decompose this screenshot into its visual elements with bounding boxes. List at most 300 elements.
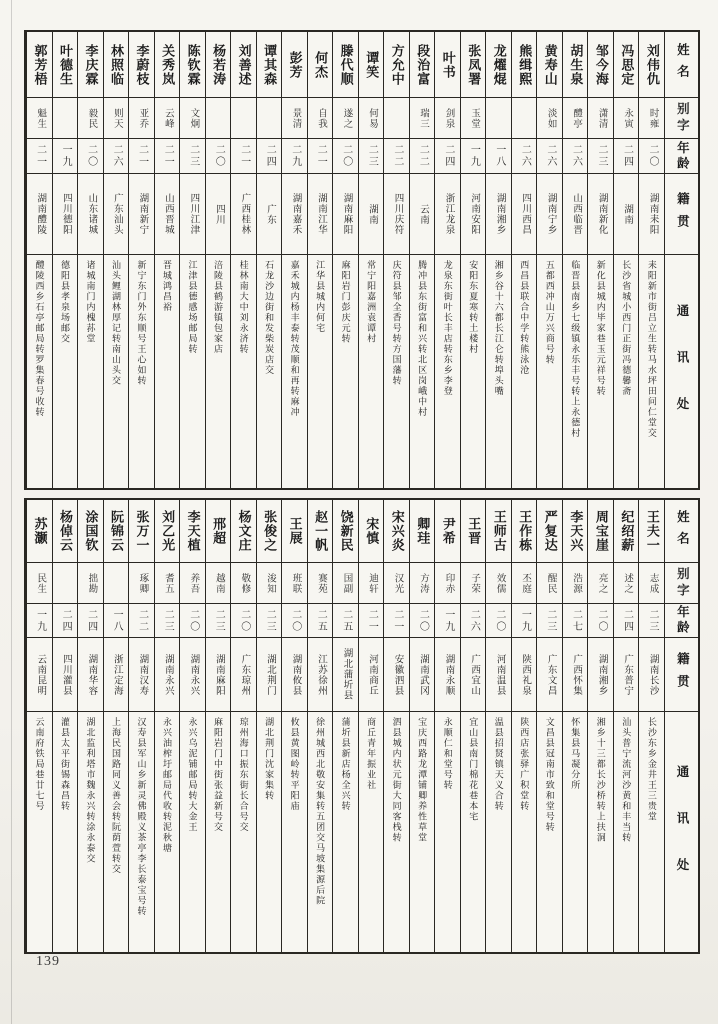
entry-age: 二一 [136,144,148,168]
entry-name: 杨倬云 [58,510,73,552]
entry-native-place-cell [614,638,639,712]
entry-contact-address: 新宁东门外东顺号王心如转 [136,260,147,386]
entry-courtesy-name: 丕庭 [520,572,531,594]
entry-age-cell [78,139,103,174]
entry-native-place-cell [78,638,103,712]
entry-name-cell [206,32,231,98]
entry-contact-address-cell [206,255,231,488]
directory-entry-column [77,32,103,488]
entry-contact-address: 永顺仁和堂号转 [442,717,453,791]
entry-age-cell [27,604,52,638]
entry-age: 二〇 [85,144,97,168]
entry-contact-address: 汉寿县军山乡新灵佛殿义茶亭李长泰宝号转 [136,717,147,917]
entry-native-place-cell [359,174,384,255]
header-column [664,500,698,952]
entry-contact-address: 龙泉东街叶长丰店转东乡李登 [442,260,453,397]
entry-age: 二〇 [493,608,505,633]
header-contact-label: 通讯处 [674,304,689,444]
entry-native-place-cell [104,638,129,712]
entry-native-place-cell [512,174,537,255]
entry-age: 二一 [238,144,250,168]
entry-name: 方允中 [389,43,405,86]
entry-name: 关秀岚 [160,43,176,86]
entry-age-cell [537,139,562,174]
entry-courtesy-name-cell [104,563,129,604]
entry-name-cell [563,32,588,98]
entry-native-place-cell [563,174,588,255]
directory-entry-column [562,32,588,488]
directory-entry-column [230,32,256,488]
header-contact-cell [665,255,698,488]
entry-native-place: 湖北荆门 [264,653,275,696]
entry-name: 饶新民 [338,510,354,552]
entry-contact-address: 五都西冲山万兴商号转 [544,260,555,365]
header-name-cell [665,32,698,98]
entry-name: 王作栋 [517,510,533,552]
entry-name: 刘乙光 [160,510,176,552]
entry-courtesy-name: 养吾 [188,572,199,594]
entry-name: 李蔚枝 [134,43,150,86]
entry-courtesy-name-cell [180,98,205,139]
entry-contact-address-cell [78,712,103,952]
entry-courtesy-name-cell [537,98,562,139]
entry-contact-address: 汕头鲤湖林厚记转南山头交 [110,260,121,386]
entry-courtesy-name-cell [129,563,154,604]
entry-age-cell [410,139,435,174]
entry-native-place-cell [206,174,231,255]
entry-contact-address: 湖北荆门沈家集转 [264,717,275,801]
entry-name: 宋慎 [364,517,380,545]
entry-courtesy-name-cell [104,98,129,139]
entry-name: 张俊之 [262,510,278,552]
entry-native-place: 广东 [264,203,275,225]
entry-age-cell [461,139,486,174]
entry-native-place-cell [333,174,358,255]
directory-entry-column [52,32,78,488]
entry-contact-address-cell [206,712,231,952]
directory-entry-column [281,500,307,952]
entry-courtesy-name-cell [588,98,613,139]
entry-native-place: 湖南新化 [596,193,607,235]
entry-courtesy-name-cell [563,98,588,139]
entry-contact-address-cell [257,712,282,952]
entry-courtesy-name-cell [53,563,78,604]
entry-name: 叶书 [440,50,456,79]
entry-name: 张万一 [134,510,150,552]
entry-age-cell [512,139,537,174]
entry-age-cell [410,604,435,638]
entry-native-place-cell [563,638,588,712]
entry-age-cell [180,139,205,174]
directory-entry-column [179,32,205,488]
entry-age: 二〇 [417,608,429,633]
entry-native-place: 山西临晋 [571,193,582,235]
directory-entry-column [77,500,103,952]
entry-name-cell [359,32,384,98]
entry-age-cell [614,139,639,174]
entry-contact-address-cell [257,255,282,488]
entry-name-cell [359,500,384,563]
entry-name-cell [588,500,613,563]
entry-courtesy-name: 敬修 [239,572,250,594]
entry-native-place-cell [155,174,180,255]
entry-contact-address: 宜山县南门棉花巷本宅 [468,717,479,822]
entry-name: 严复达 [542,510,558,552]
entry-age: 二〇 [289,608,301,633]
entry-native-place-cell [155,638,180,712]
entry-age: 二三 [366,144,378,168]
entry-contact-address-cell [333,712,358,952]
entry-native-place: 山东诸城 [86,193,97,235]
directory-entry-column [511,500,537,952]
entry-native-place-cell [410,174,435,255]
entry-courtesy-name: 浚知 [264,572,275,594]
entry-age: 二六 [111,144,123,168]
entry-name: 段治富 [415,43,431,86]
entry-contact-address-cell [27,255,52,488]
entry-courtesy-name: 赛苑 [315,572,326,594]
entry-courtesy-name-cell [588,563,613,604]
entry-name: 卿珪 [415,517,431,545]
entry-courtesy-name: 耆五 [162,572,173,594]
entry-courtesy-name: 醴亭 [571,107,582,129]
directory-entry-column [307,32,333,488]
entry-contact-address-cell [129,712,154,952]
directory-entry-column [638,500,664,952]
entry-native-place: 江苏徐州 [315,653,326,696]
entry-native-place: 浙江龙泉 [443,193,454,235]
entry-native-place-cell [206,638,231,712]
entry-age: 一九 [34,608,46,633]
entry-courtesy-name: 亚乔 [137,107,148,129]
entry-age: 一八 [111,608,123,633]
entry-name-cell [27,500,52,563]
entry-courtesy-name: 述之 [622,572,633,594]
entry-contact-address-cell [53,255,78,488]
entry-age-cell [104,604,129,638]
directory-entry-column [103,500,129,952]
entry-age-cell [257,139,282,174]
entry-courtesy-name-cell [486,98,511,139]
directory-entry-column [485,500,511,952]
entry-age: 二三 [646,608,658,633]
entry-name-cell [486,500,511,563]
header-name-cell [665,500,698,563]
entry-contact-address-cell [537,255,562,488]
entry-age: 二一 [315,144,327,168]
entry-contact-address-cell [410,712,435,952]
directory-entry-column [179,500,205,952]
entry-name-cell [257,32,282,98]
entry-courtesy-name-cell [231,98,256,139]
entry-native-place: 河南安阳 [469,193,480,235]
entry-native-place-cell [486,638,511,712]
entry-contact-address-cell [104,712,129,952]
header-native-place-label: 籍贯 [675,191,690,237]
entry-name: 尹希 [440,517,456,545]
entry-name-cell [461,32,486,98]
entry-contact-address: 蒲圻县新店杨全兴转 [340,717,351,812]
entry-contact-address-cell [308,255,333,488]
entry-age: 一九 [60,144,72,168]
entry-name: 王展 [287,517,303,545]
entry-age: 二〇 [340,144,352,168]
entry-contact-address: 攸县黄图岭转平阳庙 [289,717,300,812]
entry-contact-address: 庆符县邹全香号转方国藩转 [391,260,402,386]
entry-age-cell [512,604,537,638]
entry-contact-address: 德阳县孝泉场邮交 [59,260,70,344]
entry-native-place-cell [104,174,129,255]
entry-contact-address: 永兴油榨圩邮局代收转泥秋塘 [162,717,173,854]
entry-native-place: 河南商丘 [367,653,377,696]
entry-age-cell [27,139,52,174]
header-contact-cell [665,712,698,952]
entry-native-place: 广东汕头 [111,193,122,235]
entry-contact-address: 文昌县冠南市致和堂号转 [544,717,555,833]
entry-contact-address-cell [639,712,664,952]
entry-courtesy-name-cell [27,98,52,139]
entry-name-cell [614,500,639,563]
entry-age-cell [129,604,154,638]
entry-name-cell [512,32,537,98]
directory-entry-column [536,500,562,952]
entry-native-place: 四川 [213,203,224,225]
entry-native-place: 湖南嘉禾 [290,193,301,235]
entry-courtesy-name-cell [435,98,460,139]
entry-native-place-cell [639,638,664,712]
entry-courtesy-name-cell [206,98,231,139]
entry-age-cell [486,139,511,174]
directory-entry-column [307,500,333,952]
entry-contact-address-cell [384,255,409,488]
entry-age-cell [537,604,562,638]
entry-name-cell [180,500,205,563]
entry-name-cell [537,32,562,98]
entry-courtesy-name-cell [129,98,154,139]
entry-contact-address: 湖北监利塔市魏永兴转涂永泰交 [85,717,96,864]
entry-contact-address: 耒阳新市街吕立生转马水坪田问仁堂交 [646,260,657,439]
entry-name-cell [461,500,486,563]
entry-native-place-cell [180,638,205,712]
entry-contact-address-cell [614,255,639,488]
entry-age: 二一 [162,144,174,168]
entry-native-place: 河南温县 [494,653,505,696]
entry-age-cell [282,604,307,638]
directory-entry-column [383,500,409,952]
entry-contact-address-cell [461,712,486,952]
entry-native-place-cell [27,638,52,712]
entry-native-place: 湖南汉寿 [137,653,148,696]
entry-native-place: 云南 [418,203,429,225]
entry-age: 二三 [264,608,276,633]
directory-entry-column [460,32,486,488]
entry-native-place-cell [588,174,613,255]
entry-courtesy-name-cell [282,98,307,139]
entry-age-cell [53,139,78,174]
entry-name: 苏灏 [32,517,48,545]
entry-courtesy-name: 越南 [213,572,224,594]
entry-age: 二二 [136,608,148,633]
entry-name-cell [155,500,180,563]
entry-age: 二二 [417,144,429,168]
entry-contact-address-cell [486,712,511,952]
entry-contact-address-cell [639,255,664,488]
entry-courtesy-name-cell [639,98,664,139]
entry-name-cell [639,500,664,563]
entry-name: 胡生泉 [568,43,584,86]
directory-entry-column [256,32,282,488]
entry-native-place: 广东琼州 [239,653,250,696]
entry-native-place-cell [359,638,384,712]
entry-name: 邹今海 [593,43,609,86]
entry-contact-address-cell [588,712,613,952]
entry-contact-address: 诸城南门内槐荪堂 [85,260,96,344]
entry-age-cell [384,604,409,638]
entry-name: 李天兴 [568,510,584,552]
entry-contact-address-cell [78,255,103,488]
entry-name-cell [435,500,460,563]
entry-age: 二一 [34,144,46,168]
entry-name-cell [282,32,307,98]
entry-native-place: 湖南醴陵 [35,193,46,235]
entry-courtesy-name-cell [308,563,333,604]
entry-courtesy-name-cell [359,563,384,604]
directory-entry-column [587,32,613,488]
entry-contact-address-cell [486,255,511,488]
entry-courtesy-name-cell [410,563,435,604]
header-age-label: 年龄 [675,140,690,172]
entry-courtesy-name-cell [435,563,460,604]
directory-entry-column [154,32,180,488]
entry-age: 一九 [468,144,480,168]
entry-name-cell [78,500,103,563]
entry-age: 二六 [570,144,582,168]
entry-age-cell [231,604,256,638]
entry-name: 滕代顺 [338,43,354,86]
entry-contact-address: 温县招贤镇天义合转 [493,717,504,812]
directory-entry-column [511,32,537,488]
entry-contact-address-cell [104,255,129,488]
entry-age-cell [308,139,333,174]
entry-name-cell [588,32,613,98]
entry-age: 二一 [391,608,403,633]
entry-native-place: 湖北蒲圻县 [341,648,352,701]
entry-native-place-cell [486,174,511,255]
entry-age: 二四 [621,144,633,168]
entry-native-place: 湖南华容 [86,653,97,696]
directory-entry-column [638,32,664,488]
entry-age: 二四 [264,144,276,168]
entry-name: 赵一帆 [313,510,329,552]
entry-name: 纪绍薪 [619,510,635,552]
scan-edge-line [11,0,12,1024]
entry-courtesy-name: 自我 [315,107,326,129]
entry-name-cell [486,32,511,98]
entry-courtesy-name: 淡如 [545,107,556,129]
entry-native-place: 湖南长沙 [647,653,658,696]
entry-name-cell [231,500,256,563]
entry-age: 二四 [442,144,454,168]
entry-name-cell [231,32,256,98]
entry-courtesy-name: 拙勘 [86,572,97,594]
entry-native-place: 湖南 [367,203,377,225]
entry-courtesy-name-cell [78,563,103,604]
entry-native-place: 湖南攸县 [290,653,301,696]
entry-name-cell [129,32,154,98]
entry-courtesy-name-cell [155,98,180,139]
directory-entry-column [103,32,129,488]
entry-age-cell [78,604,103,638]
entry-age: 二五 [315,608,327,633]
entry-contact-address: 上海民国路同义善会转阮荫萱转交 [110,717,121,875]
entry-age: 二六 [519,144,531,168]
entry-name: 涂国钦 [83,510,99,552]
directory-entry-column [409,500,435,952]
header-native-place-label: 籍贯 [675,652,690,697]
directory-entry-column [128,32,154,488]
entry-courtesy-name: 何易 [367,107,377,129]
entry-native-place: 湖南宁乡 [545,193,556,235]
entry-native-place-cell [308,174,333,255]
entry-courtesy-name-cell [231,563,256,604]
entry-contact-address: 桂林南大中刘永济转 [238,260,249,355]
entry-name-cell [614,32,639,98]
entry-native-place-cell [384,638,409,712]
entry-age: 二四 [621,608,633,633]
entry-courtesy-name: 醒民 [545,572,556,594]
entry-age: 二一 [366,608,378,633]
entry-name-cell [410,500,435,563]
entry-courtesy-name-cell [537,563,562,604]
entry-contact-address: 云南府铁局巷廿七号 [34,717,45,812]
entry-age: 二五 [340,608,352,633]
entry-native-place: 广西宜山 [469,653,480,696]
entry-native-place-cell [537,638,562,712]
entry-age-cell [333,604,358,638]
entry-native-place: 四川西昌 [520,193,531,235]
entry-name: 谭笑 [364,50,380,79]
entry-contact-address: 腾冲县东街富和兴转北区岗峨中村 [417,260,428,418]
entry-name: 王师古 [491,510,507,552]
entry-age: 一九 [442,608,454,633]
entry-contact-address: 常宁阳嘉洲袁谭村 [366,260,377,344]
entry-courtesy-name: 效儒 [494,572,505,594]
entry-name-cell [333,32,358,98]
entry-courtesy-name: 文炯 [188,107,199,129]
directory-entry-column [562,500,588,952]
entry-contact-address: 江津县德感场邮局转 [187,260,198,355]
entry-native-place: 广西桂林 [239,193,250,235]
entry-native-place: 湖南 [622,203,633,225]
directory-entry-column [154,500,180,952]
entry-name: 周宝崖 [593,510,609,552]
entry-contact-address: 泗县城内状元街大同客栈转 [391,717,402,843]
entry-courtesy-name-cell [308,98,333,139]
directory-entry-column [26,32,52,488]
entry-contact-address: 麻阳岩门中街张益新号交 [213,717,224,833]
entry-age: 二三 [162,608,174,633]
entry-courtesy-name-cell [512,563,537,604]
directory-entry-column [434,32,460,488]
entry-native-place: 湖南武冈 [418,653,429,696]
directory-entry-column [332,32,358,488]
entry-contact-address: 永兴乌泥铺邮局转大金王 [187,717,198,833]
directory-entry-column [409,32,435,488]
entry-contact-address-cell [359,255,384,488]
entry-age: 二三 [187,144,199,168]
entry-age: 一八 [493,144,505,168]
entry-courtesy-name: 云峰 [162,107,173,129]
